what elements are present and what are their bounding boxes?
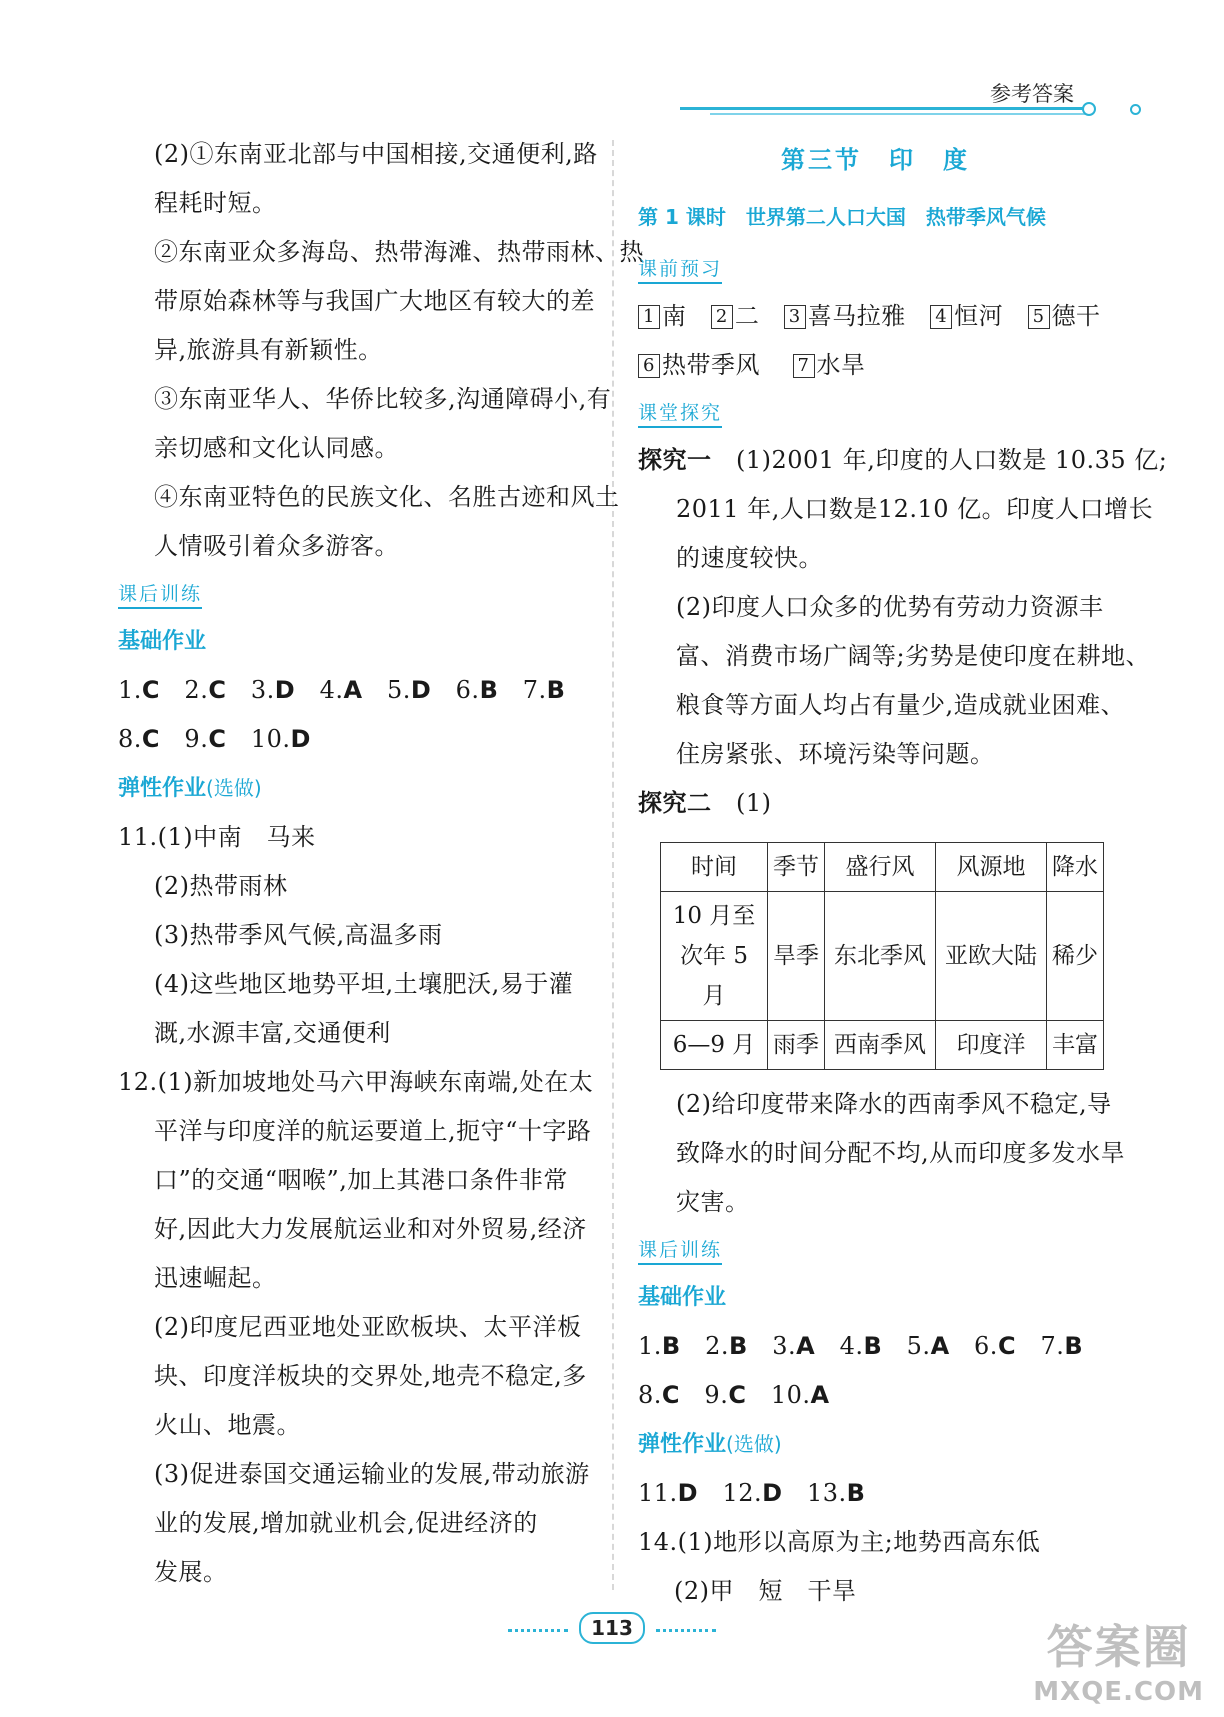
header-line xyxy=(680,107,1090,110)
text-line: 致降水的时间分配不均,从而印度多发水旱 xyxy=(676,1139,1126,1167)
table-cell: 6—9 月 xyxy=(661,1021,768,1070)
text-line: 块、印度洋板块的交界处,地壳不稳定,多 xyxy=(154,1362,587,1390)
preview-item: 5 德干 xyxy=(1028,302,1101,330)
text-line: (3)热带季风气候,高温多雨 xyxy=(154,921,443,949)
text-line: 带原始森林等与我国广大地区有较大的差 xyxy=(154,287,595,315)
column-divider xyxy=(612,140,614,1590)
table-header: 盛行风 xyxy=(825,843,936,892)
answer-item: 9.C xyxy=(184,725,227,753)
answer-item: 2.C xyxy=(184,676,227,704)
answer-item: 5.A xyxy=(906,1332,950,1360)
text-line: 好,因此大力发展航运业和对外贸易,经济 xyxy=(154,1215,587,1243)
text-line: 12.(1)新加坡地处马六甲海峡东南端,处在太 xyxy=(118,1068,594,1096)
basic-homework-title: 基础作业 xyxy=(118,629,207,654)
text-line: 业的发展,增加就业机会,促进经济的 xyxy=(154,1509,538,1537)
preview-item: 3 喜马拉雅 xyxy=(784,302,906,330)
table-row xyxy=(661,892,1104,1021)
answer-item: 1.C xyxy=(118,676,161,704)
answer-item: 6.C xyxy=(974,1332,1017,1360)
text-line: 火山、地震。 xyxy=(154,1411,301,1439)
text-line: 富、消费市场广阔等;劣势是使印度在耕地、 xyxy=(676,642,1151,670)
answer-item: 10.A xyxy=(770,1381,830,1409)
table-cell: 西南季风 xyxy=(825,1021,936,1070)
answer-row xyxy=(638,1322,1113,1371)
text-line: 11.(1)中南 马来 xyxy=(118,823,316,851)
preview-item: 2 二 xyxy=(711,302,760,330)
text-line: 口”的交通“咽喉”,加上其港口条件非常 xyxy=(154,1166,568,1194)
watermark-url: MXQE.COM xyxy=(1033,1677,1204,1707)
preview-item: 7 水旱 xyxy=(793,351,866,379)
answer-row xyxy=(118,715,593,764)
table-header: 降水 xyxy=(1047,843,1104,892)
text-line: 粮食等方面人均占有量少,造成就业困难、 xyxy=(676,691,1126,719)
answer-item: 8.C xyxy=(118,725,161,753)
table-cell: 10 月至次年 5 月 xyxy=(661,892,768,1021)
answer-item: 4.B xyxy=(839,1332,883,1360)
elastic-homework-title: 弹性作业(选做) xyxy=(118,776,262,801)
text-line: (2)①东南亚北部与中国相接,交通便利,路 xyxy=(154,140,598,168)
elastic-homework-title: 弹性作业(选做) xyxy=(638,1432,782,1457)
text-line: 迅速崛起。 xyxy=(154,1264,277,1292)
section-tab-preview: 课前预习 xyxy=(638,256,722,284)
section-tab-classroom: 课堂探究 xyxy=(638,400,722,428)
watermark-text: 答案圈 xyxy=(1046,1620,1191,1674)
table-header: 风源地 xyxy=(936,843,1047,892)
answer-item: 11.D xyxy=(638,1479,699,1507)
monsoon-table xyxy=(660,842,1104,1070)
table-cell: 印度洋 xyxy=(936,1021,1047,1070)
preview-row xyxy=(638,341,1113,390)
text-line: 2011 年,人口数是12.10 亿。印度人口增长 xyxy=(676,495,1154,523)
answer-item: 2.B xyxy=(705,1332,748,1360)
table-cell: 稀少 xyxy=(1047,892,1104,1021)
answer-item: 12.D xyxy=(722,1479,783,1507)
section-title: 第三节 印 度 xyxy=(781,146,970,174)
table-row xyxy=(661,1021,1104,1070)
preview-row xyxy=(638,292,1113,341)
text-line: 住房紧张、环境污染等问题。 xyxy=(676,740,995,768)
text-line: 异,旅游具有新颖性。 xyxy=(154,336,383,364)
basic-homework-title: 基础作业 xyxy=(638,1285,727,1310)
header-line-secondary xyxy=(710,113,1090,115)
section-tab-after-class: 课后训练 xyxy=(638,1237,722,1265)
text-line: (2)给印度带来降水的西南季风不稳定,导 xyxy=(676,1090,1112,1118)
answer-item: 10.D xyxy=(250,725,311,753)
answer-row xyxy=(638,1371,1113,1420)
answer-item: 7.B xyxy=(1040,1332,1084,1360)
table-header: 时间 xyxy=(661,843,768,892)
header-dot-icon xyxy=(1082,102,1096,116)
answer-item: 8.C xyxy=(638,1381,681,1409)
text-line: (4)这些地区地势平坦,土壤肥沃,易于灌 xyxy=(154,970,574,998)
text-line: 探究一 (1)2001 年,印度的人口数是 10.35 亿; xyxy=(638,446,1168,474)
preview-item: 1 南 xyxy=(638,302,687,330)
right-column xyxy=(638,130,1168,1616)
text-line: (2)印度人口众多的优势有劳动力资源丰 xyxy=(676,593,1104,621)
text-line: 发展。 xyxy=(154,1558,228,1586)
preview-item: 4 恒河 xyxy=(930,302,1003,330)
answer-item: 4.A xyxy=(319,676,363,704)
header-dot-icon xyxy=(1130,104,1141,115)
watermark-logo xyxy=(1033,1611,1204,1707)
answer-item: 5.D xyxy=(386,676,432,704)
text-line: 溉,水源丰富,交通便利 xyxy=(154,1019,391,1047)
answer-item: 3.D xyxy=(250,676,296,704)
answer-item: 7.B xyxy=(522,676,566,704)
answer-item: 6.B xyxy=(455,676,499,704)
text-line: 灾害。 xyxy=(676,1188,750,1216)
section-tab-after-class: 课后训练 xyxy=(118,581,202,609)
header-label: 参考答案 xyxy=(990,82,1074,106)
table-cell: 雨季 xyxy=(768,1021,825,1070)
text-line: ④东南亚特色的民族文化、名胜古迹和风土 xyxy=(154,483,620,511)
table-cell: 亚欧大陆 xyxy=(936,892,1047,1021)
text-line: 14.(1)地形以高原为主;地势西高东低 xyxy=(638,1528,1041,1556)
footer-dots-left xyxy=(508,1629,568,1632)
page-number: 113 xyxy=(579,1612,645,1644)
table-cell: 东北季风 xyxy=(825,892,936,1021)
text-line: (2)甲 短 干旱 xyxy=(674,1577,857,1605)
answer-row xyxy=(638,1469,1113,1518)
text-line: (3)促进泰国交通运输业的发展,带动旅游 xyxy=(154,1460,590,1488)
text-line: (2)热带雨林 xyxy=(154,872,288,900)
answer-item: 1.B xyxy=(638,1332,681,1360)
table-header: 季节 xyxy=(768,843,825,892)
footer-dots-right xyxy=(656,1629,716,1632)
text-line: 亲切感和文化认同感。 xyxy=(154,434,399,462)
text-line: 的速度较快。 xyxy=(676,544,823,572)
preview-item: 6 热带季风 xyxy=(638,351,760,379)
text-line: (2)印度尼西亚地处亚欧板块、太平洋板 xyxy=(154,1313,582,1341)
text-line: 人情吸引着众多游客。 xyxy=(154,532,399,560)
answer-item: 3.A xyxy=(772,1332,816,1360)
left-column xyxy=(118,130,644,1597)
lesson-title: 第 1 课时 世界第二人口大国 热带季风气候 xyxy=(638,205,1046,229)
answer-item: 13.B xyxy=(806,1479,866,1507)
text-line: 探究二 (1) xyxy=(638,789,772,817)
text-line: ③东南亚华人、华侨比较多,沟通障碍小,有 xyxy=(154,385,612,413)
answer-item: 9.C xyxy=(704,1381,747,1409)
text-line: 平洋与印度洋的航运要道上,扼守“十字路 xyxy=(154,1117,592,1145)
text-line: ②东南亚众多海岛、热带海滩、热带雨林、热 xyxy=(154,238,644,266)
table-header-row xyxy=(661,843,1104,892)
table-cell: 旱季 xyxy=(768,892,825,1021)
text-line: 程耗时短。 xyxy=(154,189,277,217)
table-cell: 丰富 xyxy=(1047,1021,1104,1070)
answer-row xyxy=(118,666,593,715)
